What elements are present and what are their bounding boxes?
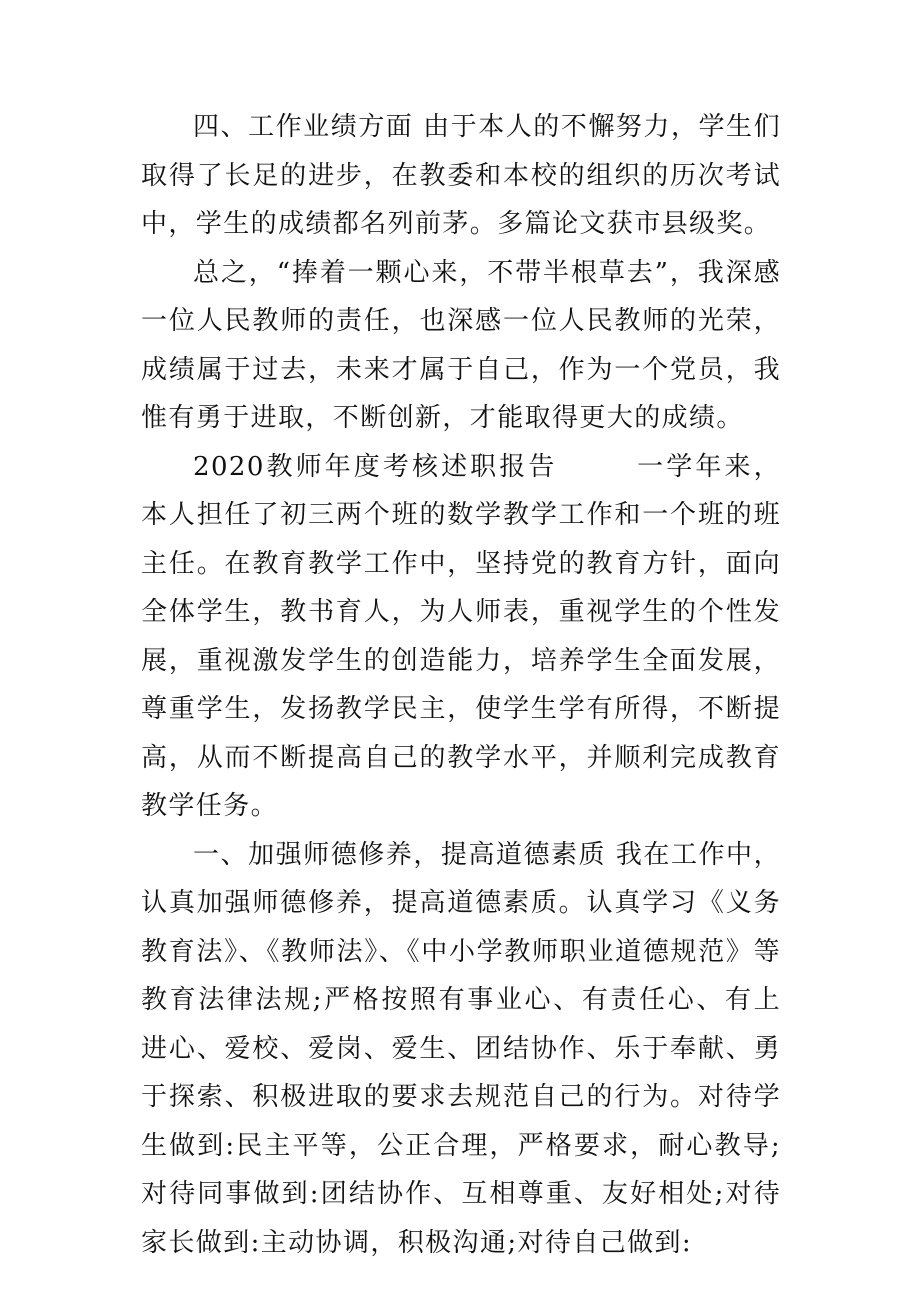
paragraph-work-achievements: 四、工作业绩方面 由于本人的不懈努力，学生们取得了长足的进步，在教委和本校的组织的历次考试中，学生的成绩都名列前茅。多篇论文获市县级奖。 [141, 112, 781, 239]
report-intro-text: 一学年来，本人担任了初三两个班的数学教学工作和一个班的班主任。在教育教学工作中，坚持党的教育方针，面向全体学生，教书育人，为人师表，重视学生的个性发展，重视激发学生的创造能力，培养学生全面发展，尊重学生，发扬教学民主，使学生学有所得，不断提高，从而不断提高自己的教学水平，并顺利完成教育教学任务。 [141, 451, 781, 821]
paragraph-report-intro [141, 443, 781, 831]
paragraph-teacher-ethics: 一、加强师德修养，提高道德素质 我在工作中，认真加强师德修养，提高道德素质。认真学习《义务教育法》、《教师法》、《中小学教师职业道德规范》等教育法律法规;严格按照有事业心、有责任心、有上进心、爱校、爱岗、爱生、团结协作、乐于奉献、勇于探索、积极进取的要求去规范自己的行为。对待学生做到:民主平等，公正合理，严格要求，耐心教导;对待同事做到:团结协作、互相尊重、友好相处;对待家长做到:主动协调，积极沟通;对待自己做到: [141, 839, 781, 1258]
report-title: 2020教师年度考核述职报告 [193, 451, 558, 482]
document-body [141, 103, 781, 1267]
paragraph-summary: 总之，“捧着一颗心来，不带半根草去”，我深感一位人民教师的责任，也深感一位人民教师的光荣，成绩属于过去，未来才属于自己，作为一个党员，我惟有勇于进取，不断创新，才能取得更大的成绩。 [141, 257, 781, 433]
